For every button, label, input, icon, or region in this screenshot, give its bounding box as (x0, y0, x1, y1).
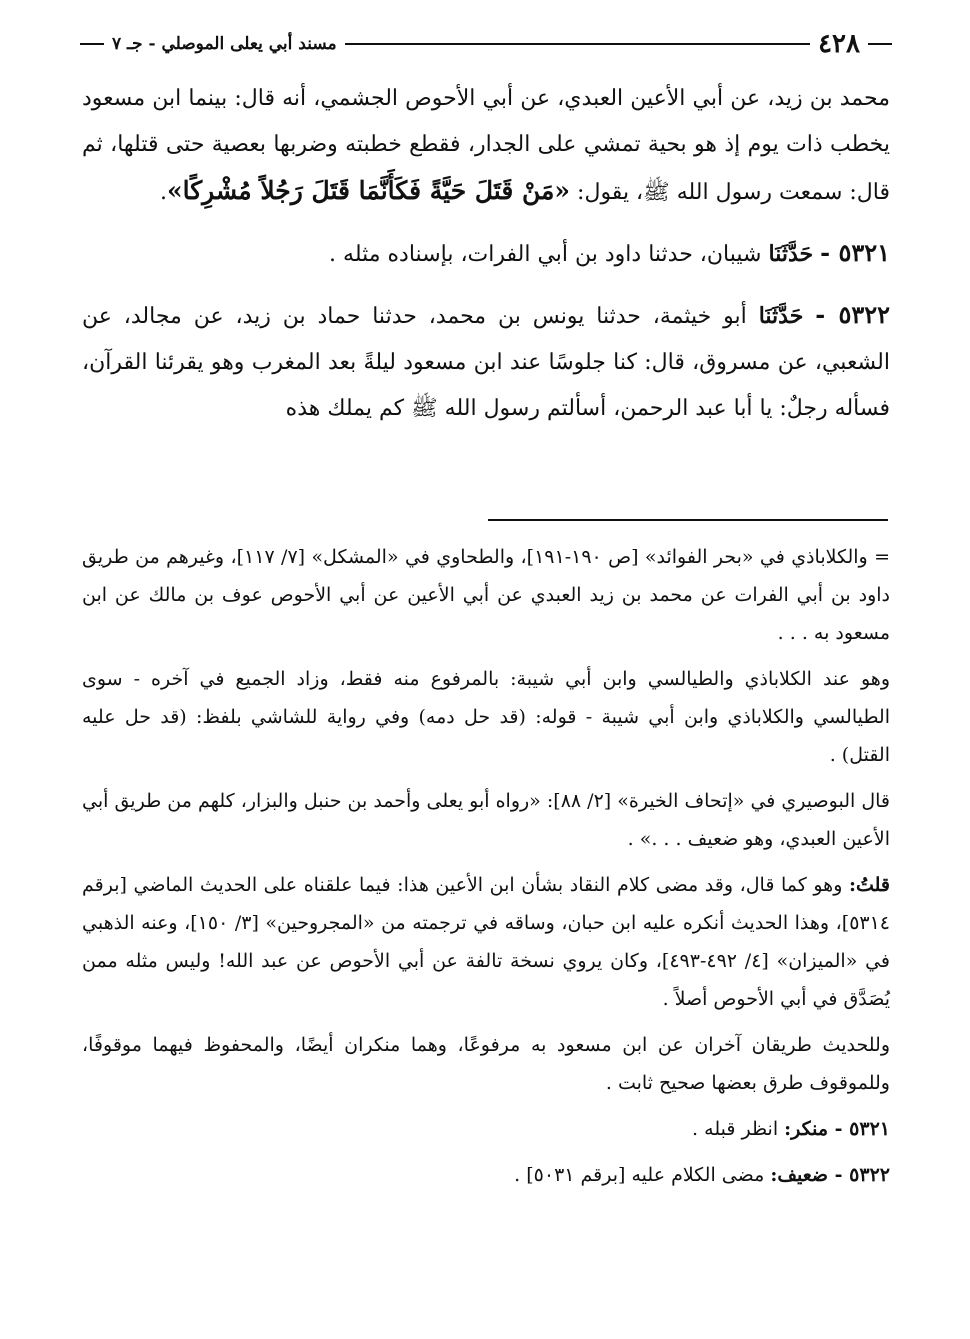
main-text (82, 76, 890, 432)
haddathana-word: حَدَّثَنَا (758, 303, 804, 329)
grading-note (82, 1110, 890, 1148)
running-title: مسند أبي يعلى الموصلي - جـ ٧ (112, 34, 337, 54)
footnote-paragraph (82, 866, 890, 1018)
hadith-end: . (160, 180, 168, 205)
hadith-5322 (82, 292, 890, 432)
grading-text: انظر قبله . (692, 1118, 779, 1140)
qultu-label: قلتُ: (848, 874, 890, 896)
hadith-text: محمد بن زيد، عن أبي الأعين العبدي، عن أبي الأحوص الجشمي، أنه قال: بينما ابن مسعود يخطب ذات يوم إذ هو بحية تمشي على الجدار، فقطع خطبته وضربها بعصية حتى قتلها، ثم قال: سمعت رسول الله ﷺ، يقول: (82, 86, 890, 205)
footnote-paragraph: قال البوصيري في «إتحاف الخيرة» [٢/ ٨٨]: «رواه أبو يعلى وأحمد بن حنبل والبزار، كلهم من طريق أبي الأعين العبدي، وهو ضعيف . . .» . (82, 790, 890, 850)
hadith-text: أبو خيثمة، حدثنا يونس بن محمد، حدثنا حماد بن زيد، عن مجالد، عن الشعبي، عن مسروق، قال: كنا جلوسًا عند ابن مسعود ليلةً بعد المغرب وهو يقرئنا القرآن، فسأله رجلٌ: يا أبا عبد الرحمن، أسألتم رسول الله ﷺ كم يملك هذه (82, 304, 890, 421)
grading-label: ٥٣٢١ - منكر: (784, 1118, 890, 1140)
grading-note (82, 1156, 890, 1194)
page-header (80, 26, 892, 62)
header-rule (345, 43, 810, 45)
header-dash (80, 43, 104, 45)
prophetic-quote: «مَنْ قَتَلَ حَيَّةً فَكَأَنَّمَا قَتَلَ رَجُلاً مُشْرِكًا» (167, 176, 571, 205)
footnote-separator (488, 519, 888, 521)
footnote-paragraph: وهو عند الكلاباذي والطيالسي وابن أبي شيبة: بالمرفوع منه فقط، وزاد الجميع في آخره - سوى الطيالسي والكلاباذي وابن أبي شيبة - قوله: (قد حل دمه) وفي رواية للشاشي بلفظ: (قد حل عليه القتل) . (82, 668, 890, 766)
footnote-text: وهو كما قال، وقد مضى كلام النقاد بشأن ابن الأعين هذا: فيما علقناه على الحديث الماضي [برقم ٥٣١٤]، وهذا الحديث أنكره عليه ابن حبان، وساقه في ترجمته من «المجروحين» [٣/ ١٥٠]، وعنه الذهبي في «الميزان» [٤/ ٤٩٢-٤٩٣]، وكان يروي نسخة تالفة عن أبي الأحوص عن عبد الله! وليس مثله ممن يُصَدَّق في أبي الأحوص أصلاً . (82, 874, 891, 1010)
hadith-5321 (82, 230, 890, 278)
grading-text: مضى الكلام عليه [برقم ٥٠٣١] . (514, 1164, 765, 1186)
grading-label: ٥٣٢٢ - ضعيف: (770, 1164, 890, 1186)
hadith-5320-continuation (82, 76, 890, 216)
footnote-paragraph: وللحديث طريقان آخران عن ابن مسعود به مرفوعًا، وهما منكران أيضًا، والمحفوظ فيهما موقوفًا، وللموقوف طرق بعضها صحيح ثابت . (82, 1034, 890, 1094)
page-number: ٤٢٨ (818, 29, 860, 59)
footnotes (82, 538, 890, 1202)
hadith-number: ٥٣٢١ - (820, 238, 890, 267)
hadith-text: شيبان، حدثنا داود بن أبي الفرات، بإسناده مثله . (329, 242, 762, 267)
footnote-paragraph: = والكلاباذي في «بحر الفوائد» [ص ١٩٠-١٩١]، والطحاوي في «المشكل» [٧/ ١١٧]، وغيرهم من طريق داود بن أبي الفرات عن محمد بن زيد العبدي عن أبي الأعين عن أبي الأحوص عوف بن مالك عن ابن مسعود به . . . (82, 546, 890, 644)
hadith-number: ٥٣٢٢ - (815, 300, 890, 329)
haddathana-word: حَدَّثَنَا (768, 241, 814, 267)
header-dash (868, 43, 892, 45)
